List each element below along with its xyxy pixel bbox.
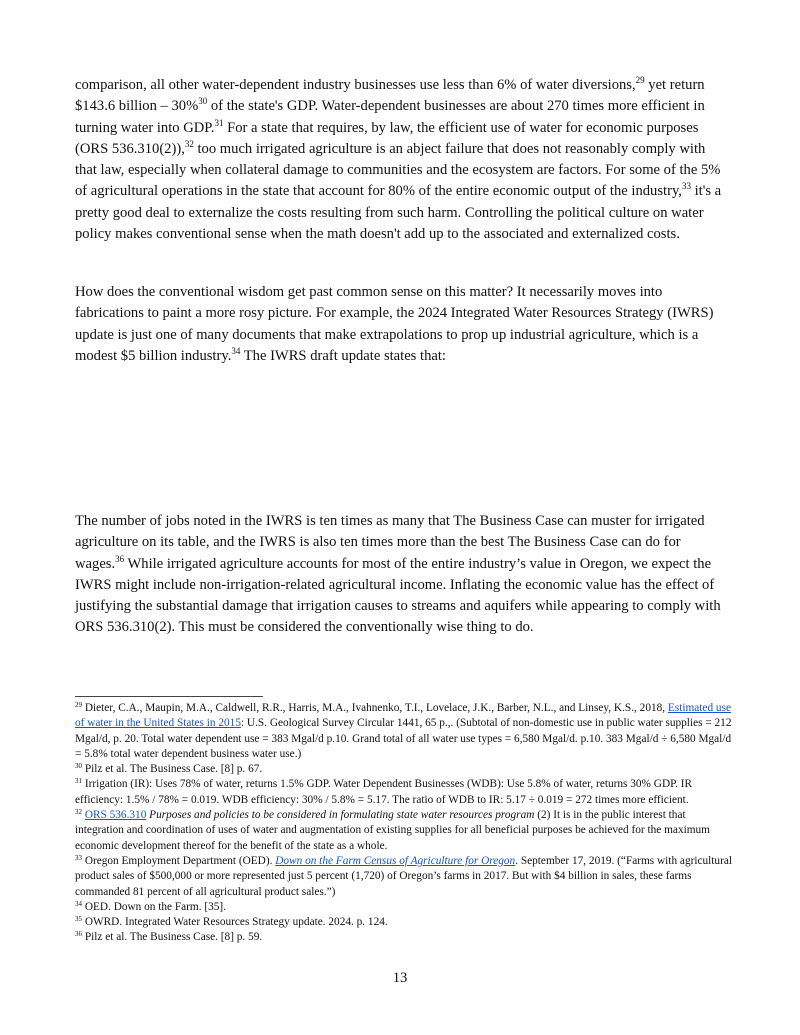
footnote-ref-33[interactable]: 33 [681,181,691,192]
text: Oregon Employment Department (OED). [82,854,276,867]
text: Dieter, C.A., Maupin, M.A., Caldwell, R.R., Harris, M.A., Ivahnenko, T.I., Lovelace, J.K., Barber, N.L., and Linsey, K.S., 2018, [82,702,668,714]
footnote-29 [75,701,735,762]
text: OED. Down on the Farm. [35]. [82,900,227,913]
body-paragraph-1 [75,75,730,245]
footnote-33 [75,854,735,900]
footnote-ref-30[interactable]: 30 [198,96,208,107]
text: OWRD. Integrated Water Resources Strategy update. 2024. p. 124. [82,916,388,929]
footnote-31 [75,777,735,808]
text: Purposes and policies to be considered in formulating state water resources program [146,809,535,822]
footnote-ref-34[interactable]: 34 [231,345,241,356]
text: How does the conventional wisdom get past common sense on this matter? It necessarily moves into fabrications to paint a more rosy picture. For example, the 2024 Integrated Water Resources Strategy (IWRS) update is just one of many documents that make extrapolations to prop up industrial agriculture, which is a modest $5 billion industry. [75,284,714,364]
footnote-ref-29[interactable]: 29 [635,75,645,85]
down-on-the-farm-link[interactable]: Down on the Farm Census of Agriculture for Oregon [275,854,516,867]
text: it's a pretty good deal to externalize the costs resulting from such harm. Controlling the political culture on water policy makes conventional sense when the math doesn't add up to the associated and externalized costs. [75,183,722,243]
text: For a state that requires, by law, the efficient use of water for economic purposes (ORS 536.310(2)), [75,119,699,157]
footnote-number: 30 [75,762,82,771]
footnote-ref-36[interactable]: 36 [115,553,125,564]
page-number: 13 [392,970,408,986]
footnote-30 [75,762,735,777]
footnote-number: 33 [75,853,82,862]
usgs-circular-link[interactable]: Estimated use of water in the United States in 2015 [75,702,731,730]
footnote-ref-31[interactable]: 31 [214,117,224,128]
footnote-36 [75,930,735,945]
text: The IWRS draft update states that: [240,347,446,364]
footnote-number: 29 [75,701,82,709]
footnote-number: 34 [75,899,82,908]
body-paragraph-3 [75,511,730,639]
ors-536-310-link[interactable]: ORS 536.310 [84,809,147,822]
text: : U.S. Geological Survey Circular 1441, 65 p.,. (Subtotal of non-domestic use in public water supplies = 212 Mgal/d, p. 20. Total water dependent use = 383 Mgal/d p.10. Grand total of all water use types = 6,580 Mgal/d. p.10. 383 Mgal/d ÷ 6,580 Mgal/d = 5.8% total water dependent business water use.) [75,717,732,760]
footnote-number: 35 [75,915,82,924]
text: The number of jobs noted in the IWRS is ten times as many that The Business Case can muster for irrigated agriculture on its table, and the IWRS is also ten times more than the best The Business Case can do for wages. [75,513,705,572]
body-paragraph-2 [75,282,730,367]
text: Pilz et al. The Business Case. [8] p. 67. [82,763,263,776]
footnote-number: 31 [75,777,82,786]
footnote-separator [75,696,263,697]
text: (2) It is in the public interest that integration and coordination of uses of water and augmentation of existing supplies for all beneficial purposes be achieved for the maximum economic development thereof for the benefit of the state as a whole. [75,809,710,852]
text: While irrigated agriculture accounts for most of the entire industry’s value in Oregon, we expect the IWRS might include non-irrigation-related agricultural income. Inflating the economic value has the effect of justifying the substantial damage that irrigation causes to streams and aquifers while appearing to comply with ORS 536.310(2). This must be considered the conventionally wise thing to do. [75,555,721,636]
text: . September 17, 2019. (“Farms with agricultural product sales of $500,000 or more represented just 5 percent (1,720) of Oregon’s farms in 2017. But with $4 billion in sales, these farms commanded 81 percent of all agricultural product sales.”) [75,854,732,898]
text: too much irrigated agriculture is an abject failure that does not reasonably comply with that law, especially when collateral damage to communities and the ecosystem are factors. For some of the 5% of agricultural operations in the state that account for 80% of the entire economic output of the industry, [75,140,721,200]
footnotes [75,701,735,946]
text: comparison, all other water-dependent industry businesses use less than 6% of water diversions, [75,77,636,93]
text: yet return $143.6 billion – 30% [75,77,705,115]
footnote-number: 36 [75,930,82,939]
footnote-32 [75,808,735,854]
text: Pilz et al. The Business Case. [8] p. 59. [82,931,263,944]
footnote-35 [75,915,735,930]
footnote-34 [75,900,735,915]
footnote-number: 32 [75,808,82,817]
footnote-ref-32[interactable]: 32 [184,138,194,149]
text: of the state's GDP. Water-dependent businesses are about 270 times more efficient in turning water into GDP. [75,98,705,136]
text: Irrigation (IR): Uses 78% of water, returns 1.5% GDP. Water Dependent Businesses (WDB): Use 5.8% of water, returns 30% GDP. IR efficiency: 1.5% / 78% = 0.019. WDB efficiency: 30% / 5.8% = 5.17. The ratio of WDB to IR: 5.17 ÷ 0.019 = 272 times more efficient. [75,778,693,806]
